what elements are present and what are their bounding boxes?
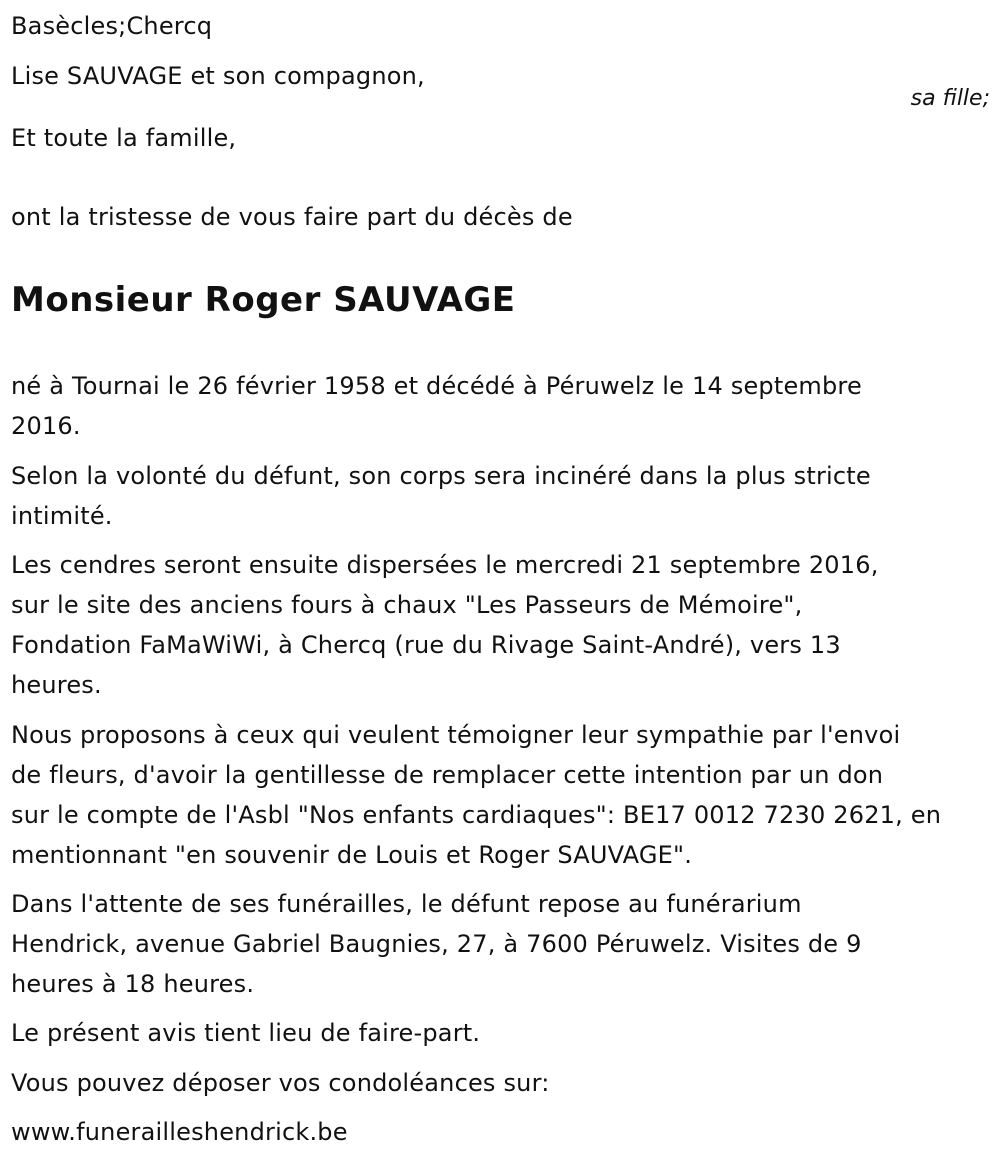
cremation-line-1: Selon la volonté du défunt, son corps sera incinéré dans la plus stricte — [11, 462, 871, 490]
notice-line: Le présent avis tient lieu de faire-part. — [11, 1019, 481, 1047]
birth-death-line-2: 2016. — [11, 412, 81, 440]
viewing-line-1: Dans l'attente de ses funérailles, le défunt repose au funérarium — [11, 890, 802, 918]
mourner-family: Et toute la famille, — [11, 124, 237, 152]
donation-line-2: de fleurs, d'avoir la gentillesse de remplacer cette intention par un don — [11, 761, 884, 789]
donation-line-1: Nous proposons à ceux qui veulent témoigner leur sympathie par l'envoi — [11, 721, 901, 749]
donation-line-3: sur le compte de l'Asbl "Nos enfants cardiaques": BE17 0012 7230 2621, en — [11, 801, 942, 829]
announcement-intro: ont la tristesse de vous faire part du décès de — [11, 203, 573, 231]
location-header: Basècles;Chercq — [11, 12, 213, 40]
deceased-name: Monsieur Roger SAUVAGE — [11, 280, 516, 320]
mourner-daughter: Lise SAUVAGE et son compagnon, — [11, 62, 425, 90]
birth-death-line-1: né à Tournai le 26 février 1958 et décédé à Péruwelz le 14 septembre — [11, 372, 862, 400]
ashes-line-3: Fondation FaMaWiWi, à Chercq (rue du Rivage Saint-André), vers 13 — [11, 631, 841, 659]
ashes-line-2: sur le site des anciens fours à chaux "Les Passeurs de Mémoire", — [11, 591, 803, 619]
mourner-daughter-role: sa fille; — [910, 86, 990, 111]
viewing-line-3: heures à 18 heures. — [11, 970, 255, 998]
ashes-line-1: Les cendres seront ensuite dispersées le mercredi 21 septembre 2016, — [11, 551, 879, 579]
condolences-line: Vous pouvez déposer vos condoléances sur: — [11, 1069, 550, 1097]
viewing-line-2: Hendrick, avenue Gabriel Baugnies, 27, à 7600 Péruwelz. Visites de 9 — [11, 930, 862, 958]
ashes-line-4: heures. — [11, 671, 102, 699]
condolences-website-link[interactable]: www.funerailleshendrick.be — [11, 1118, 348, 1146]
donation-line-4: mentionnant "en souvenir de Louis et Roger SAUVAGE". — [11, 841, 693, 869]
cremation-line-2: intimité. — [11, 502, 113, 530]
